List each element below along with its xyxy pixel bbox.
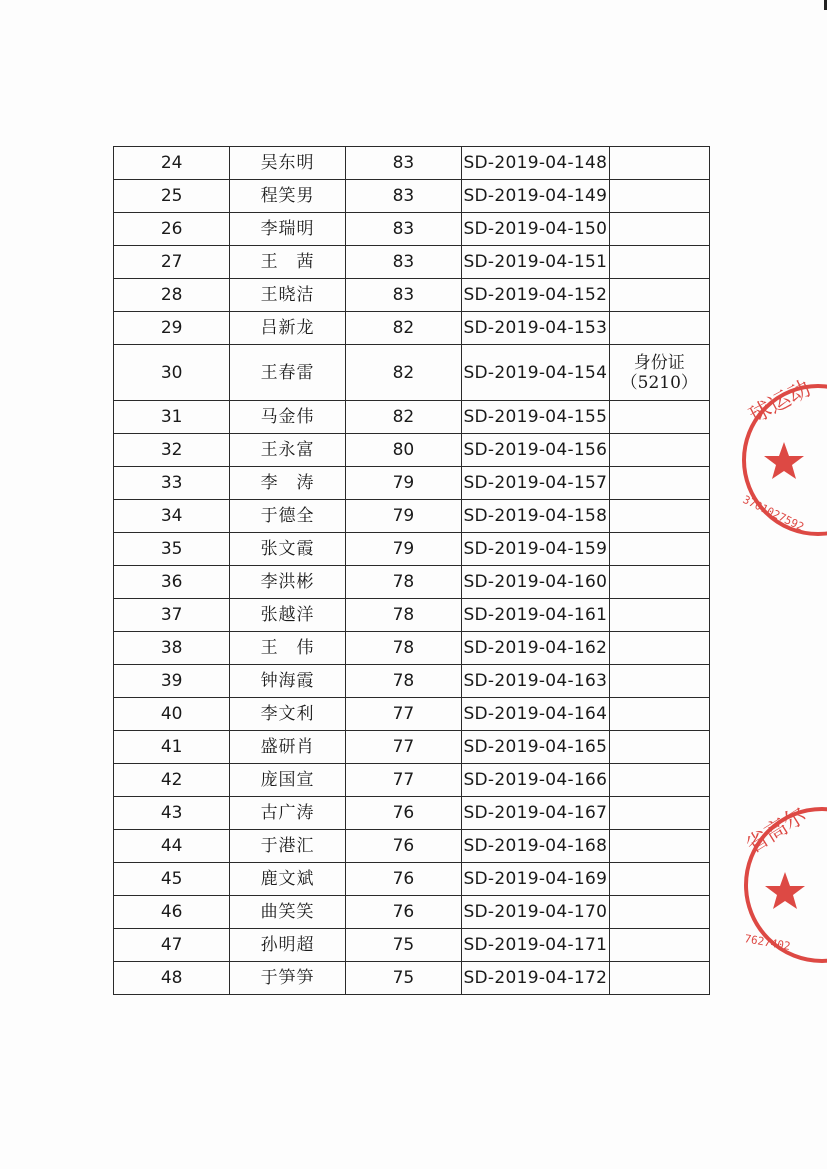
- row-score: 83: [345, 279, 461, 312]
- row-score: 83: [345, 213, 461, 246]
- row-remark: [609, 147, 709, 180]
- row-name: 钟海霞: [230, 665, 345, 698]
- seal-lower-code: 7627402: [743, 932, 792, 954]
- row-name: 鹿文斌: [230, 863, 345, 896]
- table-row: [114, 698, 710, 731]
- row-certificate-number: SD-2019-04-168: [462, 830, 609, 863]
- table-row: [114, 566, 710, 599]
- row-certificate-number: SD-2019-04-158: [462, 500, 609, 533]
- seal-upper-text: 球运动: [745, 376, 816, 430]
- row-score: 76: [345, 863, 461, 896]
- row-name: 王 伟: [230, 632, 345, 665]
- remark-line: 身份证: [633, 352, 685, 373]
- row-number: 33: [114, 467, 230, 500]
- row-remark: [609, 599, 709, 632]
- row-name: 于港汇: [230, 830, 345, 863]
- official-seal-stamp-lower: [738, 790, 827, 990]
- row-name: 王晓洁: [230, 279, 345, 312]
- table-row: [114, 764, 710, 797]
- row-remark: [609, 698, 709, 731]
- row-certificate-number: SD-2019-04-148: [462, 147, 609, 180]
- table-row: [114, 279, 710, 312]
- row-score: 77: [345, 698, 461, 731]
- table-row: [114, 345, 710, 401]
- row-number: 48: [114, 962, 230, 995]
- row-certificate-number: SD-2019-04-163: [462, 665, 609, 698]
- roster-table: [113, 146, 710, 995]
- row-certificate-number: SD-2019-04-157: [462, 467, 609, 500]
- seal-lower-text: 省高尔: [741, 802, 812, 860]
- table-row: [114, 147, 710, 180]
- row-score: 78: [345, 599, 461, 632]
- table-row: [114, 896, 710, 929]
- row-number: 46: [114, 896, 230, 929]
- row-score: 79: [345, 533, 461, 566]
- table-row: [114, 533, 710, 566]
- row-number: 43: [114, 797, 230, 830]
- row-number: 30: [114, 345, 230, 401]
- row-name: 程笑男: [230, 180, 345, 213]
- row-score: 76: [345, 830, 461, 863]
- row-certificate-number: SD-2019-04-169: [462, 863, 609, 896]
- row-certificate-number: SD-2019-04-166: [462, 764, 609, 797]
- row-name: 孙明超: [230, 929, 345, 962]
- table-row: [114, 246, 710, 279]
- row-score: 76: [345, 797, 461, 830]
- row-remark: [609, 533, 709, 566]
- row-remark: [609, 764, 709, 797]
- table-row: [114, 401, 710, 434]
- table-row: [114, 599, 710, 632]
- official-seal-stamp-upper: [738, 376, 827, 552]
- row-remark: [609, 962, 709, 995]
- row-certificate-number: SD-2019-04-170: [462, 896, 609, 929]
- table-row: [114, 312, 710, 345]
- table-row: [114, 500, 710, 533]
- row-number: 34: [114, 500, 230, 533]
- row-name: 吴东明: [230, 147, 345, 180]
- row-number: 27: [114, 246, 230, 279]
- row-name: 张文霞: [230, 533, 345, 566]
- row-certificate-number: SD-2019-04-156: [462, 434, 609, 467]
- row-score: 75: [345, 962, 461, 995]
- row-remark: [609, 312, 709, 345]
- row-remark: [609, 797, 709, 830]
- row-number: 28: [114, 279, 230, 312]
- row-certificate-number: SD-2019-04-162: [462, 632, 609, 665]
- row-score: 82: [345, 401, 461, 434]
- seal-upper-code: 3701027592: [740, 493, 806, 534]
- row-number: 31: [114, 401, 230, 434]
- row-remark: [609, 929, 709, 962]
- row-remark: [609, 434, 709, 467]
- row-name: 吕新龙: [230, 312, 345, 345]
- row-certificate-number: SD-2019-04-172: [462, 962, 609, 995]
- row-certificate-number: SD-2019-04-150: [462, 213, 609, 246]
- row-number: 26: [114, 213, 230, 246]
- row-score: 80: [345, 434, 461, 467]
- row-certificate-number: SD-2019-04-155: [462, 401, 609, 434]
- row-score: 83: [345, 180, 461, 213]
- table-row: [114, 731, 710, 764]
- row-number: 40: [114, 698, 230, 731]
- row-certificate-number: SD-2019-04-151: [462, 246, 609, 279]
- row-name: 李 涛: [230, 467, 345, 500]
- row-number: 45: [114, 863, 230, 896]
- remark-line: （5210）: [620, 372, 698, 393]
- row-remark: [609, 566, 709, 599]
- row-name: 李洪彬: [230, 566, 345, 599]
- row-certificate-number: SD-2019-04-159: [462, 533, 609, 566]
- row-number: 29: [114, 312, 230, 345]
- row-remark: [609, 830, 709, 863]
- row-number: 32: [114, 434, 230, 467]
- row-remark: [609, 279, 709, 312]
- row-score: 79: [345, 467, 461, 500]
- row-certificate-number: SD-2019-04-165: [462, 731, 609, 764]
- row-number: 37: [114, 599, 230, 632]
- row-score: 77: [345, 764, 461, 797]
- row-remark: [609, 500, 709, 533]
- row-certificate-number: SD-2019-04-171: [462, 929, 609, 962]
- table-row: [114, 180, 710, 213]
- row-number: 36: [114, 566, 230, 599]
- row-name: 盛研肖: [230, 731, 345, 764]
- row-number: 38: [114, 632, 230, 665]
- row-remark: [609, 180, 709, 213]
- row-score: 83: [345, 147, 461, 180]
- row-name: 张越洋: [230, 599, 345, 632]
- row-remark: [609, 213, 709, 246]
- row-name: 曲笑笑: [230, 896, 345, 929]
- row-number: 25: [114, 180, 230, 213]
- row-number: 41: [114, 731, 230, 764]
- row-number: 35: [114, 533, 230, 566]
- row-remark: [609, 863, 709, 896]
- row-certificate-number: SD-2019-04-161: [462, 599, 609, 632]
- row-name: 李文利: [230, 698, 345, 731]
- row-number: 42: [114, 764, 230, 797]
- row-certificate-number: SD-2019-04-154: [462, 345, 609, 401]
- table-row: [114, 632, 710, 665]
- row-score: 78: [345, 665, 461, 698]
- row-name: 马金伟: [230, 401, 345, 434]
- row-certificate-number: SD-2019-04-167: [462, 797, 609, 830]
- row-name: 王春雷: [230, 345, 345, 401]
- row-score: 76: [345, 896, 461, 929]
- row-score: 82: [345, 312, 461, 345]
- table-row: [114, 467, 710, 500]
- row-certificate-number: SD-2019-04-149: [462, 180, 609, 213]
- table-row: [114, 929, 710, 962]
- row-certificate-number: SD-2019-04-160: [462, 566, 609, 599]
- row-number: 44: [114, 830, 230, 863]
- table-row: [114, 962, 710, 995]
- roster-body: [114, 147, 710, 995]
- row-score: 78: [345, 566, 461, 599]
- table-row: [114, 434, 710, 467]
- table-row: [114, 863, 710, 896]
- table-row: [114, 213, 710, 246]
- row-name: 古广涛: [230, 797, 345, 830]
- row-certificate-number: SD-2019-04-153: [462, 312, 609, 345]
- row-remark: [609, 467, 709, 500]
- row-score: 79: [345, 500, 461, 533]
- row-name: 于德全: [230, 500, 345, 533]
- row-score: 75: [345, 929, 461, 962]
- table-row: [114, 830, 710, 863]
- table-row: [114, 665, 710, 698]
- row-name: 王永富: [230, 434, 345, 467]
- row-remark: [609, 731, 709, 764]
- row-number: 24: [114, 147, 230, 180]
- row-remark: [609, 632, 709, 665]
- row-name: 于笋笋: [230, 962, 345, 995]
- row-remark: [609, 345, 709, 401]
- row-score: 77: [345, 731, 461, 764]
- row-number: 47: [114, 929, 230, 962]
- row-name: 王 茜: [230, 246, 345, 279]
- row-remark: [609, 896, 709, 929]
- row-certificate-number: SD-2019-04-164: [462, 698, 609, 731]
- table-row: [114, 797, 710, 830]
- row-name: 李瑞明: [230, 213, 345, 246]
- row-remark: [609, 665, 709, 698]
- row-name: 庞国宣: [230, 764, 345, 797]
- row-number: 39: [114, 665, 230, 698]
- row-remark: [609, 401, 709, 434]
- row-certificate-number: SD-2019-04-152: [462, 279, 609, 312]
- row-remark: [609, 246, 709, 279]
- row-score: 83: [345, 246, 461, 279]
- row-score: 78: [345, 632, 461, 665]
- row-score: 82: [345, 345, 461, 401]
